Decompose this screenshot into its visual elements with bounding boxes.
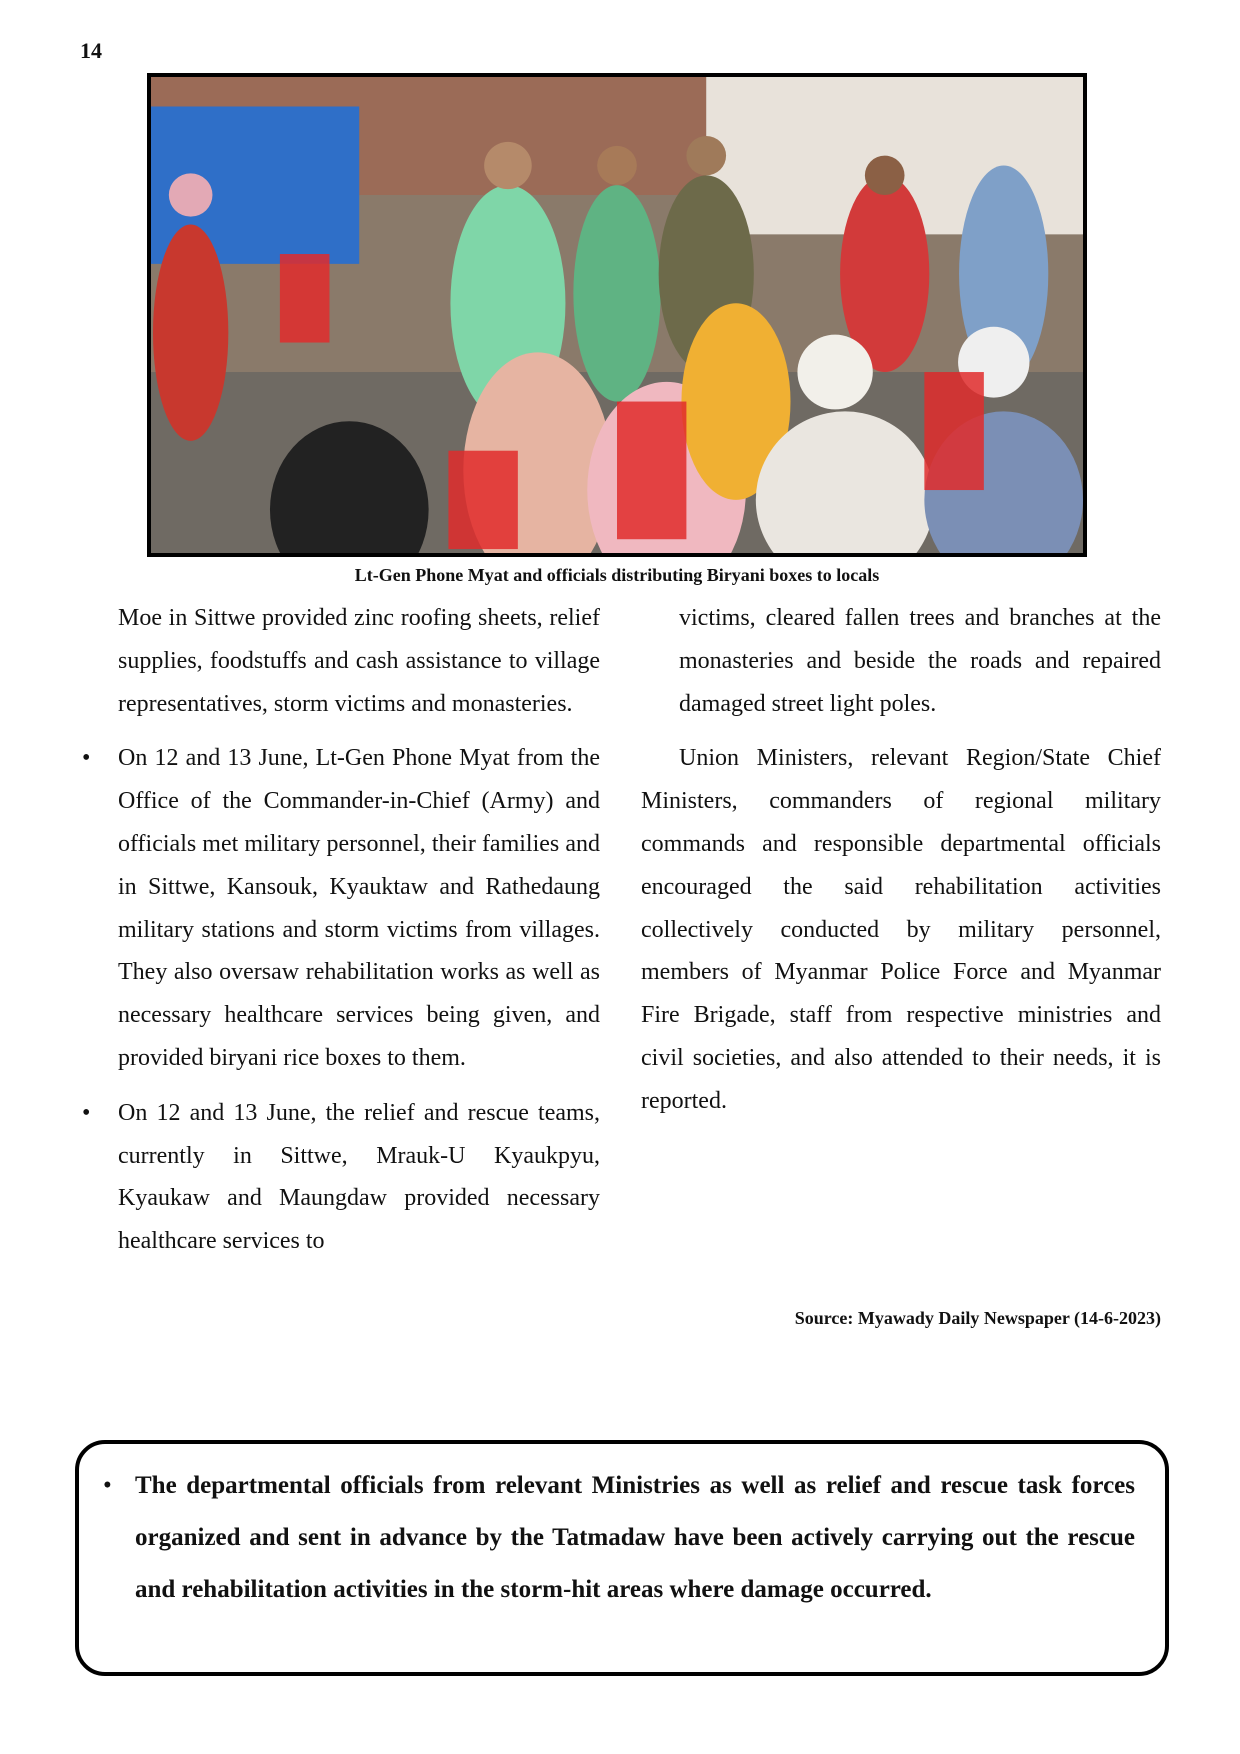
- source-credit: Source: Myawady Daily Newspaper (14-6-2023): [794, 1308, 1161, 1328]
- callout-text: • The departmental officials from relevant Ministries as well as relief and rescue task forces organized and sent in advance by the Tatmadaw have been actively carrying out the rescue and rehabilitation activities in the storm-hit areas where damage occurred.: [135, 1460, 1135, 1616]
- bullet-item: • On 12 and 13 June, the relief and rescue teams, currently in Sittwe, Mrauk-U Kyaukpyu, Kyaukaw and Maungdaw provided necessary healthcare services to: [118, 1092, 600, 1263]
- left-column: [118, 597, 600, 1275]
- right-column: [641, 597, 1161, 1123]
- summary-callout-box: [75, 1440, 1169, 1676]
- right-continuation-paragraph: victims, cleared fallen trees and branches at the monasteries and beside the roads and repaired damaged street light poles.: [679, 605, 1161, 717]
- left-continuation-paragraph: Moe in Sittwe provided zinc roofing sheets, relief supplies, foodstuffs and cash assistance to village representatives, storm victims and monasteries.: [118, 605, 600, 717]
- photo-caption: Lt-Gen Phone Myat and officials distributing Biryani boxes to locals: [354, 565, 880, 585]
- bullet-item: • On 12 and 13 June, Lt-Gen Phone Myat from the Office of the Commander-in-Chief (Army) and officials met military personnel, their families and in Sittwe, Kansouk, Kyauktaw and Rathedaung military stations and storm victims from villages. They also oversaw rehabilitation works as well as necessary healthcare services being given, and provided biryani rice boxes to them.: [118, 737, 600, 1079]
- body-paragraph: Union Ministers, relevant Region/State Chief Ministers, commanders of regional military commands and responsible departmental officials encouraged the said rehabilitation activities collectively conducted by military personnel, members of Myanmar Police Force and Myanmar Fire Brigade, staff from respective ministries and civil societies, and also attended to their needs, it is reported.: [641, 745, 1161, 1114]
- news-photo: [147, 73, 1087, 557]
- photo-illustration: [151, 77, 1083, 553]
- page-number: 14: [80, 38, 102, 63]
